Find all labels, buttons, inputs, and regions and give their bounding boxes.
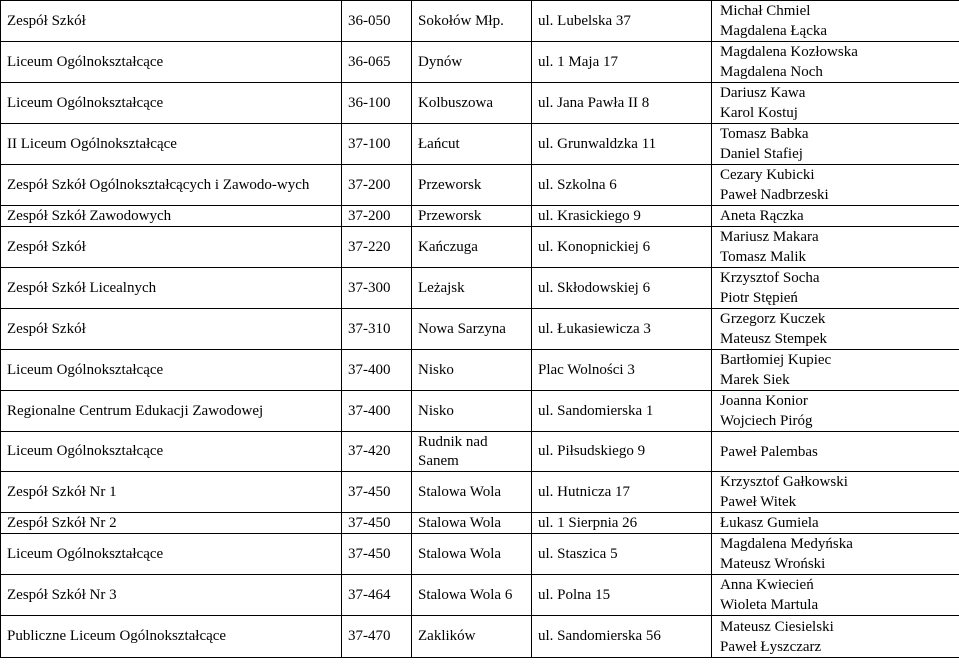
city-cell: Przeworsk [412,165,532,206]
person-name: Paweł Palembas [720,443,818,460]
city-cell: Stalowa Wola [412,534,532,575]
street-cell: ul. Hutnicza 17 [532,472,712,513]
table-row [1,350,959,391]
postal-code-cell: 36-065 [342,42,412,83]
street-cell: ul. Krasickiego 9 [532,206,712,227]
person-name: Paweł Nadbrzeski [720,187,829,203]
people-cell [712,83,959,124]
person-name: Magdalena Kozłowska [720,44,858,60]
people-cell [712,42,959,83]
table-row [1,165,959,206]
postal-code-cell: 37-450 [342,513,412,534]
city-cell: Przeworsk [412,206,532,227]
city-cell: Kańczuga [412,227,532,268]
school-cell: Zespół Szkół Nr 3 [1,575,342,616]
person-name: Joanna Konior [720,393,808,409]
table-row [1,472,959,513]
people-cell [712,165,959,206]
person-name: Magdalena Medyńska [720,536,853,552]
person-name: Magdalena Łącka [720,23,828,39]
person-name: Paweł Witek [720,494,797,510]
school-cell: Publiczne Liceum Ogólnokształcące [1,616,342,658]
city-cell: Sokołów Młp. [412,1,532,42]
postal-code-cell: 37-200 [342,165,412,206]
city-cell: Kolbuszowa [412,83,532,124]
street-cell: ul. Piłsudskiego 9 [532,432,712,472]
person-name: Łukasz Gumiela [720,515,819,531]
table-row [1,432,959,472]
school-cell: Liceum Ogólnokształcące [1,42,342,83]
table-row [1,227,959,268]
city-cell: Łańcut [412,124,532,165]
city-cell: Stalowa Wola [412,513,532,534]
school-cell: Zespół Szkół Nr 2 [1,513,342,534]
city-cell: Nisko [412,350,532,391]
table-row [1,513,959,534]
table-row [1,575,959,616]
table-row [1,1,959,42]
table-row [1,391,959,432]
people-cell [712,534,959,575]
person-name: Mateusz Wroński [720,556,826,572]
street-cell: ul. Grunwaldzka 11 [532,124,712,165]
postal-code-cell: 37-450 [342,534,412,575]
person-name: Bartłomiej Kupiec [720,352,832,368]
city-cell: Leżajsk [412,268,532,309]
table-row [1,534,959,575]
person-name: Dariusz Kawa [720,85,806,101]
people-cell [712,432,959,472]
street-cell: ul. Jana Pawła II 8 [532,83,712,124]
school-cell: Liceum Ogólnokształcące [1,534,342,575]
person-name: Cezary Kubicki [720,167,815,183]
postal-code-cell: 37-220 [342,227,412,268]
postal-code-cell: 37-300 [342,268,412,309]
person-name: Mateusz Stempek [720,331,828,347]
city-cell: Nisko [412,391,532,432]
postal-code-cell: 37-450 [342,472,412,513]
street-cell: ul. Łukasiewicza 3 [532,309,712,350]
street-cell: ul. Lubelska 37 [532,1,712,42]
postal-code-cell: 37-200 [342,206,412,227]
school-cell: Zespół Szkół Ogólnokształcących i Zawodo-wych [1,165,342,206]
school-cell: Zespół Szkół Zawodowych [1,206,342,227]
people-cell [712,1,959,42]
street-cell: ul. 1 Maja 17 [532,42,712,83]
school-cell: II Liceum Ogólnokształcące [1,124,342,165]
street-cell: ul. Szkolna 6 [532,165,712,206]
school-cell: Zespół Szkół [1,309,342,350]
people-cell [712,391,959,432]
city-cell: Stalowa Wola [412,472,532,513]
street-cell: ul. Konopnickiej 6 [532,227,712,268]
postal-code-cell: 37-310 [342,309,412,350]
postal-code-cell: 37-100 [342,124,412,165]
street-cell: ul. Staszica 5 [532,534,712,575]
school-cell: Zespół Szkół Licealnych [1,268,342,309]
street-cell: ul. 1 Sierpnia 26 [532,513,712,534]
school-cell: Liceum Ogólnokształcące [1,83,342,124]
person-name: Grzegorz Kuczek [720,311,826,327]
postal-code-cell: 37-470 [342,616,412,658]
people-cell [712,309,959,350]
person-name: Wojciech Piróg [720,413,813,429]
person-name: Tomasz Babka [720,126,809,142]
person-name: Aneta Rączka [720,208,804,224]
city-cell: Rudnik nad Sanem [412,432,532,472]
postal-code-cell: 37-400 [342,350,412,391]
city-cell: Nowa Sarzyna [412,309,532,350]
person-name: Paweł Łyszczarz [720,638,822,655]
table-row [1,42,959,83]
school-cell: Zespół Szkół [1,227,342,268]
people-cell [712,124,959,165]
table-row [1,616,959,658]
person-name: Anna Kwiecień [720,577,814,593]
person-name: Marek Siek [720,372,790,388]
school-cell: Zespół Szkół Nr 1 [1,472,342,513]
people-cell [712,616,959,658]
table-row [1,206,959,227]
person-name: Tomasz Malik [720,249,807,265]
street-cell: ul. Skłodowskiej 6 [532,268,712,309]
person-name: Mariusz Makara [720,229,819,245]
people-cell [712,350,959,391]
postal-code-cell: 37-464 [342,575,412,616]
street-cell: Plac Wolności 3 [532,350,712,391]
street-cell: ul. Sandomierska 1 [532,391,712,432]
postal-code-cell: 37-420 [342,432,412,472]
school-cell: Liceum Ogólnokształcące [1,350,342,391]
people-cell [712,206,959,227]
postal-code-cell: 36-050 [342,1,412,42]
people-cell [712,472,959,513]
city-cell: Stalowa Wola 6 [412,575,532,616]
postal-code-cell: 37-400 [342,391,412,432]
person-name: Magdalena Noch [720,64,823,80]
people-cell [712,575,959,616]
person-name: Mateusz Ciesielski [720,618,834,635]
city-cell: Zaklików [412,616,532,658]
people-cell [712,227,959,268]
person-name: Krzysztof Gałkowski [720,474,848,490]
school-cell: Regionalne Centrum Edukacji Zawodowej [1,391,342,432]
street-cell: ul. Sandomierska 56 [532,616,712,658]
person-name: Daniel Stafiej [720,146,803,162]
person-name: Wioleta Martula [720,597,819,613]
street-cell: ul. Polna 15 [532,575,712,616]
postal-code-cell: 36-100 [342,83,412,124]
person-name: Karol Kostuj [720,105,798,121]
city-cell: Dynów [412,42,532,83]
table-row [1,83,959,124]
people-cell [712,268,959,309]
people-cell [712,513,959,534]
table-row [1,268,959,309]
table-row [1,309,959,350]
table-row [1,124,959,165]
person-name: Michał Chmiel [720,3,811,19]
person-name: Krzysztof Socha [720,270,820,286]
school-cell: Liceum Ogólnokształcące [1,432,342,472]
person-name: Piotr Stępień [720,290,798,306]
school-cell: Zespół Szkół [1,1,342,42]
schools-table-body [1,1,959,658]
